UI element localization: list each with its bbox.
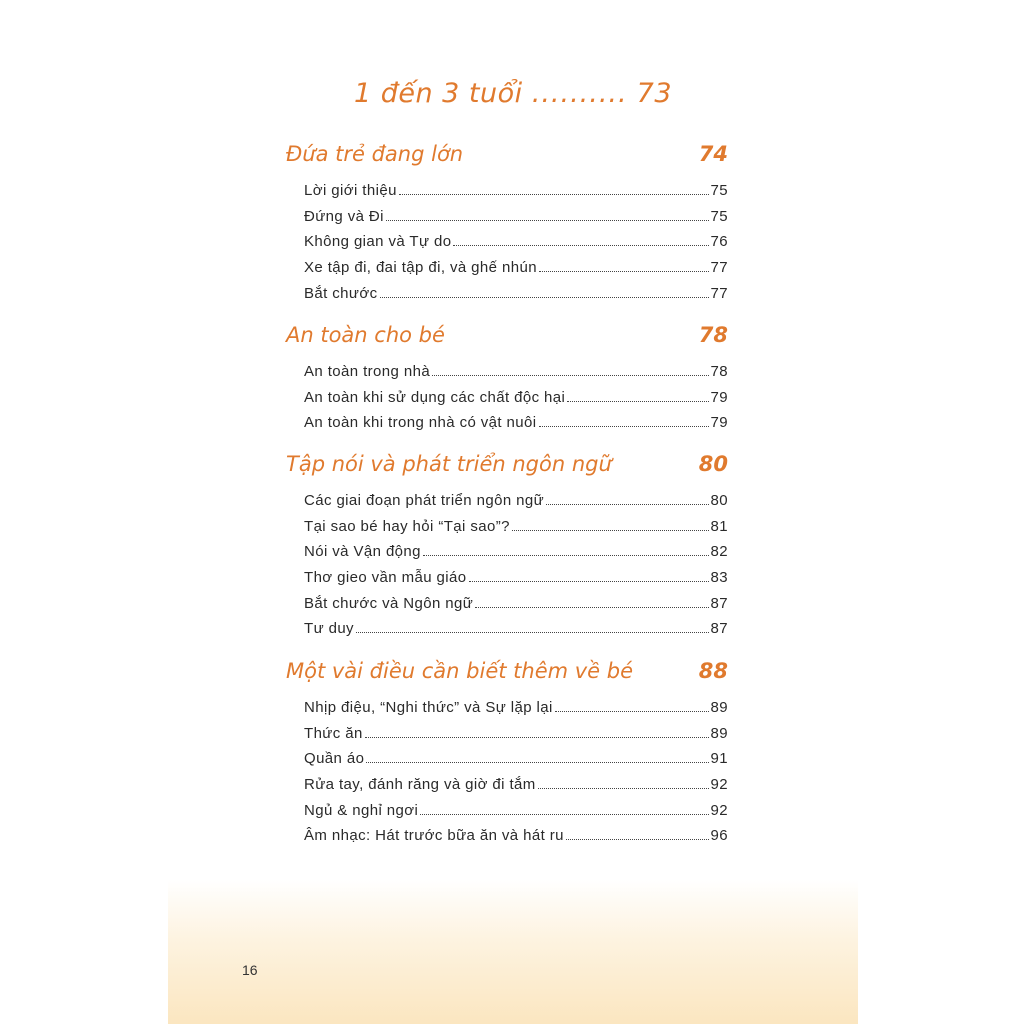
toc-entry[interactable]: [304, 492, 728, 518]
toc-entry[interactable]: [304, 595, 728, 621]
toc-section: [286, 452, 728, 646]
toc-entry[interactable]: [304, 802, 728, 828]
toc-section: [286, 323, 728, 440]
section-heading-text: An toàn cho bé: [286, 323, 445, 347]
page-number: 16: [242, 962, 258, 978]
toc-entry-title: Các giai đoạn phát triển ngôn ngữ: [304, 492, 545, 509]
toc-entry[interactable]: [304, 414, 728, 440]
toc-entry[interactable]: [304, 389, 728, 415]
toc-entry-page: 77: [710, 259, 728, 277]
toc-entry-page: 83: [710, 569, 728, 587]
chapter-title-page: 73: [636, 78, 673, 109]
toc-entry-page: 87: [710, 620, 728, 638]
chapter-title-text: 1 đến 3 tuổi: [353, 78, 523, 109]
dot-leader: [423, 555, 709, 556]
toc-entry[interactable]: [304, 776, 728, 802]
section-heading[interactable]: [286, 659, 728, 689]
toc-entry-page: 82: [710, 543, 728, 561]
toc-entry-page: 92: [710, 776, 728, 794]
chapter-title-dots: ..........: [531, 78, 628, 109]
toc-entry[interactable]: [304, 233, 728, 259]
dot-leader: [567, 401, 708, 402]
toc-entry[interactable]: [304, 259, 728, 285]
toc-entry-title: Bắt chước: [304, 284, 378, 302]
toc-entry-page: 89: [710, 724, 728, 742]
toc-entry[interactable]: [304, 208, 728, 234]
toc-entry-page: 91: [710, 750, 728, 768]
toc-section: [286, 142, 728, 310]
book-page: [168, 0, 858, 1024]
dot-leader: [366, 762, 708, 763]
section-heading[interactable]: [286, 323, 728, 353]
toc-entry-title: Xe tập đi, đai tập đi, và ghế nhún: [304, 259, 537, 277]
toc-entry-page: 78: [710, 363, 728, 380]
section-heading[interactable]: [286, 452, 728, 482]
dot-leader: [539, 271, 709, 272]
dot-leader: [538, 788, 709, 789]
toc-entry[interactable]: [304, 543, 728, 569]
dot-leader: [539, 426, 709, 427]
dot-leader: [365, 737, 709, 738]
dot-leader: [399, 194, 709, 195]
toc-entry-page: 76: [710, 233, 728, 251]
toc-entry-title: Thức ăn: [304, 724, 363, 742]
toc-entry-title: Thơ gieo vần mẫu giáo: [304, 569, 467, 587]
toc-section: [286, 659, 728, 853]
dot-leader: [380, 297, 709, 298]
toc-entry-title: Bắt chước và Ngôn ngữ: [304, 594, 474, 612]
toc-entry-title: An toàn khi sử dụng các chất độc hại: [304, 388, 566, 406]
toc-entry-title: Tư duy: [304, 620, 354, 638]
toc-entry[interactable]: [304, 750, 728, 776]
toc-entry-page: 96: [710, 827, 728, 845]
section-heading-page: 74: [698, 142, 728, 166]
dot-leader: [420, 814, 708, 815]
toc-entry-title: Rửa tay, đánh răng và giờ đi tắm: [304, 776, 536, 794]
toc-entry-title: Nói và Vận động: [304, 543, 421, 561]
toc-entry-page: 79: [710, 414, 728, 432]
dot-leader: [386, 220, 709, 221]
toc-entry-title: Âm nhạc: Hát trước bữa ăn và hát ru: [304, 827, 564, 845]
toc-entry-page: 81: [710, 517, 728, 535]
toc-entry-page: 87: [710, 594, 728, 612]
section-heading-page: 78: [698, 323, 728, 347]
dot-leader: [432, 375, 708, 376]
toc-entry-page: 75: [710, 182, 728, 199]
section-heading-text: Tập nói và phát triển ngôn ngữ: [286, 452, 612, 476]
toc-entry-page: 79: [710, 388, 728, 406]
toc-entry-title: Nhịp điệu, “Nghi thức” và Sự lặp lại: [304, 699, 553, 716]
toc-entry-page: 89: [710, 699, 728, 716]
dot-leader: [555, 711, 709, 712]
toc-entry[interactable]: [304, 725, 728, 751]
toc-entry-title: Tại sao bé hay hỏi “Tại sao”?: [304, 517, 510, 535]
toc-entry-page: 80: [710, 492, 728, 509]
section-heading-page: 80: [698, 452, 728, 476]
toc-entry-title: Đứng và Đi: [304, 207, 384, 225]
toc-entry[interactable]: [304, 363, 728, 389]
toc-entry-title: Ngủ & nghỉ ngơi: [304, 801, 419, 819]
section-heading[interactable]: [286, 142, 728, 172]
section-heading-page: 88: [698, 659, 728, 683]
toc-entry-title: Quần áo: [304, 750, 365, 768]
toc-entry-title: Lời giới thiệu: [304, 182, 397, 199]
toc-entry[interactable]: [304, 285, 728, 311]
toc-entry[interactable]: [304, 620, 728, 646]
chapter-title: [168, 78, 858, 109]
toc-entry-title: An toàn trong nhà: [304, 363, 431, 380]
section-heading-text: Một vài điều cần biết thêm về bé: [286, 659, 634, 683]
section-heading-text: Đứa trẻ đang lớn: [286, 142, 464, 166]
dot-leader: [356, 632, 709, 633]
toc-entry-title: An toàn khi trong nhà có vật nuôi: [304, 414, 537, 432]
toc-entry-page: 92: [710, 801, 728, 819]
dot-leader: [566, 839, 709, 840]
toc-entry-title: Không gian và Tự do: [304, 233, 452, 251]
dot-leader: [546, 504, 708, 505]
toc-entry[interactable]: [304, 699, 728, 725]
toc-entry-page: 77: [710, 284, 728, 302]
dot-leader: [469, 581, 709, 582]
toc-entry[interactable]: [304, 518, 728, 544]
dot-leader: [453, 245, 708, 246]
toc-entry[interactable]: [304, 569, 728, 595]
toc-entry[interactable]: [304, 182, 728, 208]
toc-entry-page: 75: [710, 207, 728, 225]
dot-leader: [512, 530, 709, 531]
toc-entry[interactable]: [304, 827, 728, 853]
dot-leader: [475, 607, 708, 608]
